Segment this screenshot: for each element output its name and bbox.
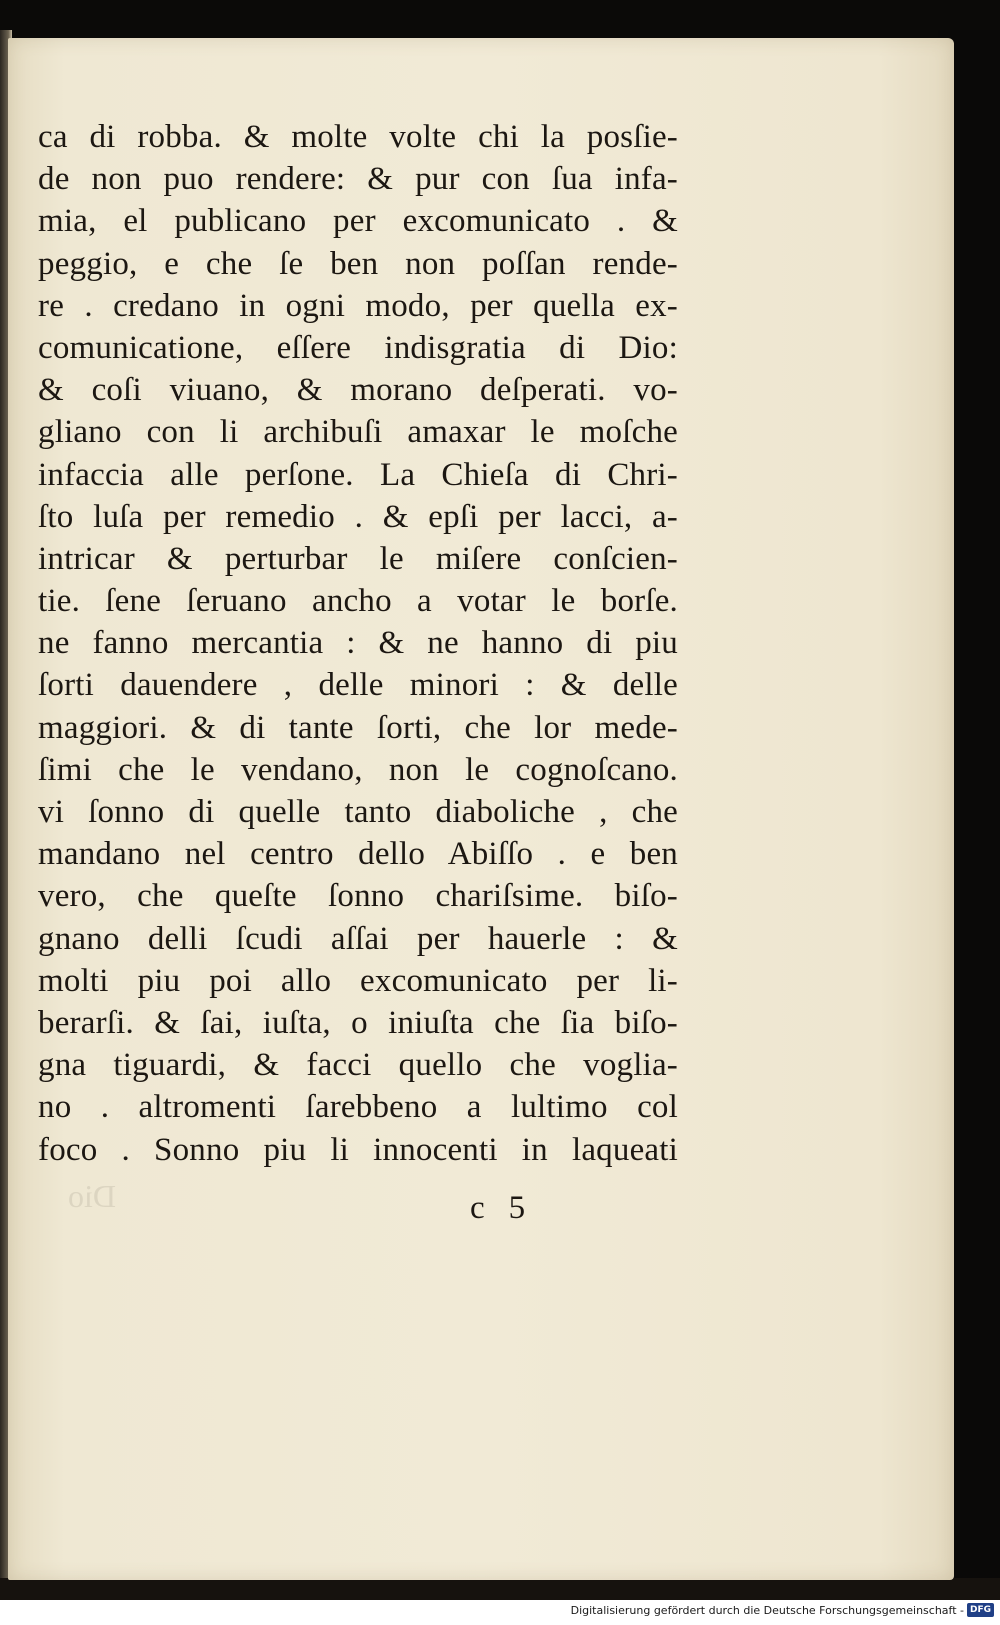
text-line: vi ſonno di quelle tanto diaboliche , che (38, 794, 678, 830)
bleed-through-text: Dio (68, 1178, 116, 1214)
text-line: comunicatione, eſſere indisgratia di Dio: (38, 329, 678, 366)
text-line: infaccia alle perſone. La Chieſa di Chri- (38, 456, 678, 493)
text-line: no . altromenti ſarebbeno a lultimo col (38, 1089, 678, 1126)
text-line: gliano con li archibuſi amaxar le moſche (38, 414, 678, 451)
text-line: intricar & perturbar le miſere conſcien- (38, 540, 678, 577)
text-line: ſto luſa per remedio . & epſi per lacci, a- (38, 498, 678, 535)
text-line: vero, che queſte ſonno chariſsime. biſo- (38, 878, 678, 915)
signature-mark (470, 1190, 527, 1227)
text-line: & coſi viuano, & morano deſperati. vo- (38, 372, 678, 409)
scan-top-border (0, 0, 1000, 38)
text-line: mandano nel centro dello Abiſſo . e ben (38, 836, 678, 873)
text-line: gnano delli ſcudi aſſai per hauerle : & (38, 920, 678, 957)
text-line: ne fanno mercantia : & ne hanno di piu (38, 625, 678, 662)
text-line: tie. ſene ſeruano ancho a votar le borſe. (38, 583, 678, 620)
text-line: de non puo rendere: & pur con ſua infa- (38, 161, 678, 198)
digitization-credit (571, 1603, 994, 1617)
text-line: peggio, e che ſe ben non poſſan rende- (38, 245, 678, 282)
text-line: molti piu poi allo excomunicato per li- (38, 962, 678, 999)
text-line: berarſi. & ſai, iuſta, o iniuſta che ſia biſo- (38, 1004, 678, 1041)
text-line: ca di robba. & molte volte chi la posſie- (38, 119, 678, 155)
dfg-logo: DFG (967, 1603, 994, 1617)
signature-number: 5 (508, 1190, 528, 1226)
book-page (8, 38, 954, 1580)
credit-text: Digitalisierung gefördert durch die Deutsche Forschungsgemeinschaft - (570, 1603, 964, 1617)
text-line: ſorti dauendere , delle minori : & delle (38, 667, 678, 704)
signature-letter: c (470, 1190, 487, 1226)
text-line: maggiori. & di tante ſorti, che lor mede- (38, 709, 678, 746)
text-line: mia, el publicano per excomunicato . & (38, 203, 678, 240)
page-text-block (38, 116, 678, 1171)
text-line: foco . Sonno piu li innocenti in laqueati (38, 1131, 678, 1168)
text-line: re . credano in ogni modo, per quella ex- (38, 287, 678, 324)
scan-bottom-border (0, 1578, 1000, 1600)
text-line: ſimi che le vendano, non le cognoſcano. (38, 751, 678, 788)
text-line: gna tiguardi, & facci quello che voglia- (38, 1047, 678, 1084)
